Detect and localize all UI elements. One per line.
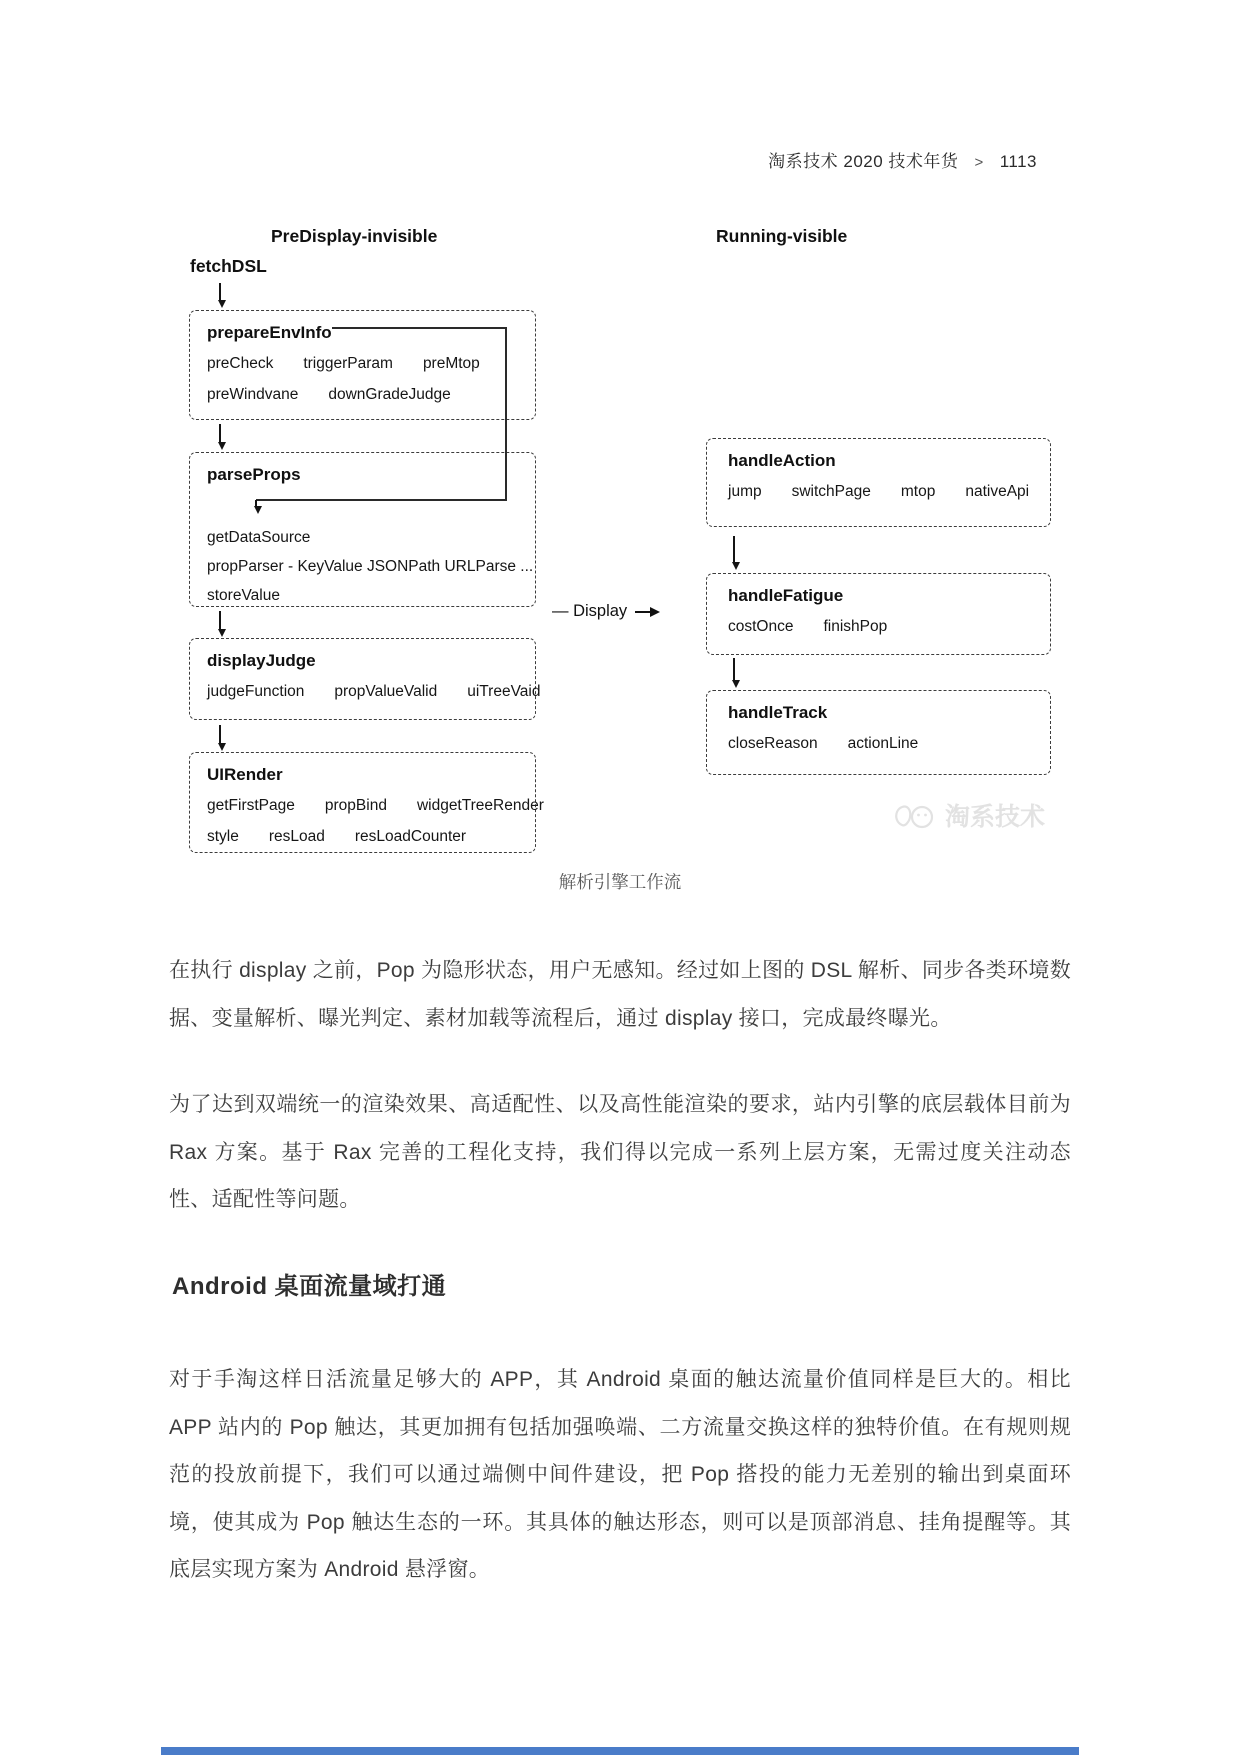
page-number: 1113 (999, 152, 1037, 171)
box-row (728, 735, 1033, 753)
down-arrow-icon (219, 725, 221, 743)
paragraph: 在执行 display 之前，Pop 为隐形状态，用户无感知。经过如上图的 DSL 解析、同步各类环境数据、变量解析、曝光判定、素材加载等流程后，通过 display 接口，完成最终曝光。 (169, 959, 1071, 1030)
box-item: getDataSource (207, 529, 311, 546)
box-title: handleFatigue (728, 586, 844, 605)
box-item: mtop (900, 483, 936, 500)
box-item: uiTreeVaid (467, 683, 541, 700)
box-title: prepareEnvInfo (207, 323, 332, 342)
box-item: resLoad (268, 828, 325, 845)
watermark-text: 淘系技术 (945, 803, 1046, 831)
box-parseprops (189, 452, 536, 607)
box-item: storeValue (207, 587, 280, 604)
box-handleaction (706, 438, 1051, 527)
box-item: jump (728, 483, 762, 500)
box-row (207, 558, 534, 576)
box-row (207, 797, 544, 815)
book-title: 淘系技术 2020 技术年货 (768, 152, 959, 171)
box-item: judgeFunction (207, 683, 305, 700)
box-item: widgetTreeRender (416, 797, 544, 814)
watermark (894, 797, 1045, 833)
down-arrow-icon (733, 658, 735, 680)
box-item: propBind (324, 797, 387, 814)
box-item: preCheck (207, 355, 274, 372)
box-row (207, 828, 518, 846)
left-column-header: PreDisplay-invisible (271, 226, 438, 246)
box-row (207, 355, 518, 373)
box-item: style (207, 828, 239, 845)
box-handlefatigue (706, 573, 1051, 655)
figure-caption: 解析引擎工作流 (558, 872, 682, 892)
box-item: actionLine (847, 735, 919, 752)
box-item: preMtop (422, 355, 480, 372)
connector-line (332, 327, 507, 329)
box-item: downGradeJudge (328, 386, 451, 403)
right-arrow-icon (635, 611, 651, 613)
box-title: parseProps (207, 465, 301, 484)
box-item: triggerParam (303, 355, 393, 372)
box-uirender (189, 752, 544, 853)
box-title: UIRender (207, 765, 283, 784)
box-title: handleAction (728, 451, 836, 470)
paragraph: 为了达到双端统一的渲染效果、高适配性、以及高性能渲染的要求，站内引擎的底层载体目前为 Rax 方案。基于 Rax 完善的工程化支持，我们得以完成一系列上层方案，无需过度关注动态性、适配性等问题。 (169, 1093, 1071, 1211)
box-item: finishPop (823, 618, 888, 635)
box-item: getFirstPage (207, 797, 295, 814)
page-header (768, 147, 1037, 172)
box-item: closeReason (728, 735, 818, 752)
display-label-text: — Display (552, 602, 628, 620)
box-handletrack (706, 690, 1051, 775)
box-title: displayJudge (207, 651, 316, 670)
breadcrumb-chevron-icon: > (974, 154, 984, 171)
box-item: nativeApi (965, 483, 1030, 500)
bottom-accent-bar (161, 1747, 1079, 1755)
box-item: resLoadCounter (354, 828, 467, 845)
box-item: switchPage (791, 483, 871, 500)
down-arrow-icon (219, 283, 221, 300)
box-displayjudge (189, 638, 541, 720)
box-row (207, 587, 518, 605)
box-item: propParser - KeyValue JSONPath URLParse ... (207, 558, 534, 575)
section-heading: Android 桌面流量域打通 (172, 1273, 447, 1300)
paragraph: 对于手淘这样日活流量足够大的 APP，其 Android 桌面的触达流量价值同样是巨大的。相比 APP 站内的 Pop 触达，其更加拥有包括加强唤端、二方流量交换这样的独特价值。在有规则规范的投放前提下，我们可以通过端侧中间件建设，把 Pop 搭投的能力无差别的输出到桌面环境，使其成为 Pop 触达生态的一环。其具体的触达形态，则可以是顶部消息、挂角提醒等。其底层实现方案为 Android 悬浮窗。 (169, 1368, 1071, 1581)
box-title: handleTrack (728, 703, 828, 722)
box-item: preWindvane (207, 386, 299, 403)
box-row (207, 386, 518, 404)
down-arrow-icon (219, 611, 221, 629)
taoxi-logo-icon (894, 799, 938, 831)
right-column-header: Running-visible (716, 226, 848, 246)
box-item: propValueValid (334, 683, 438, 700)
display-arrow-label (552, 602, 651, 621)
box-item: costOnce (728, 618, 794, 635)
down-arrow-icon (733, 536, 735, 562)
box-row (207, 683, 541, 701)
box-row (728, 483, 1033, 501)
fetchdsl-label: fetchDSL (190, 256, 267, 276)
connector-line (256, 499, 507, 501)
box-row (728, 618, 1033, 636)
box-row (207, 529, 518, 547)
down-arrow-icon (219, 424, 221, 442)
connector-arrow-icon (255, 500, 257, 506)
connector-line (505, 327, 507, 501)
